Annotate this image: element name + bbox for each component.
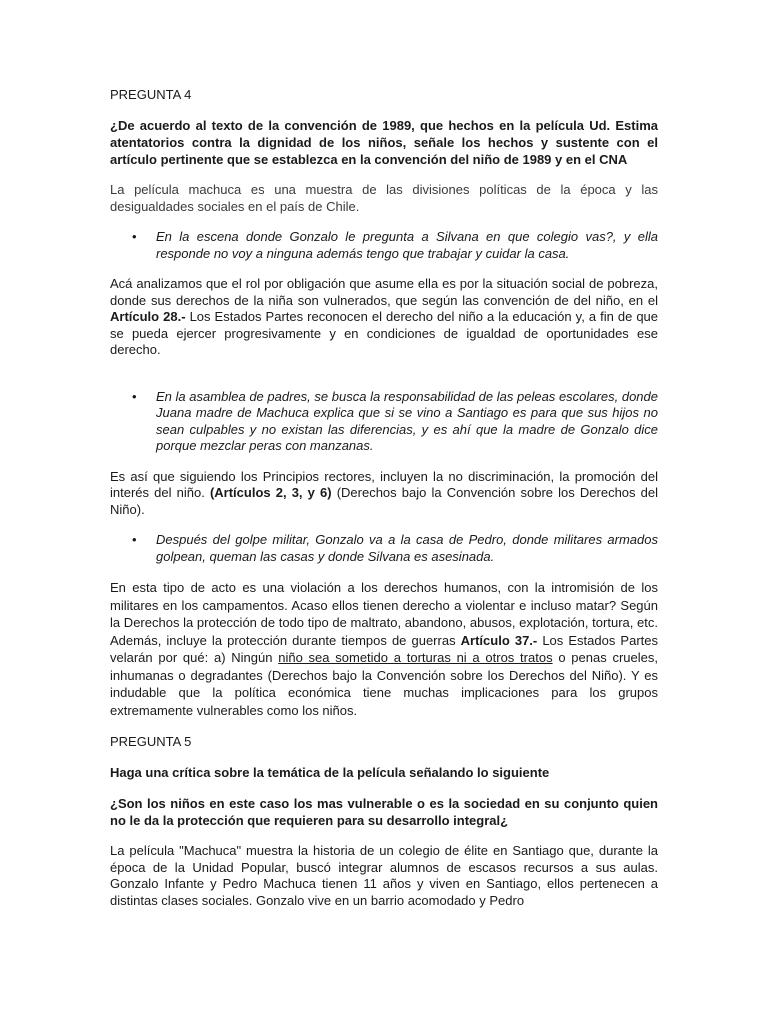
paragraph-text: En esta tipo de acto es una violación a los derechos humanos, con la intromisión de los militares en los campamentos. Acaso ellos tienen derecho a violentar e incluso matar? Según la Derechos la protección de todo tipo de maltrato, abandono, abusos, explotación, tortura, etc. Además, incluye la protección durante tiempos de guerras [110, 580, 658, 648]
bullet-list-2 [110, 389, 658, 455]
pregunta4-heading: PREGUNTA 4 [110, 87, 192, 102]
pregunta4-paragraph-2 [110, 469, 658, 519]
paragraph-text: Es así que siguiendo los Principios rectores, incluyen la no discriminación, la promoción del interés del niño. [110, 468, 658, 500]
list-item [110, 532, 658, 565]
pregunta4-paragraph-1 [110, 276, 658, 359]
bullet-list-1 [110, 229, 658, 262]
bullet-text: En la asamblea de padres, se busca la responsabilidad de las peleas escolares, donde Juana madre de Machuca explica que si se vino a Santiago es para que sus hijos no sean culpables y no existan las diferencias, y es ahí que la madre de Gonzalo dice porque mezclar peras con manzanas. [156, 388, 658, 453]
list-item [110, 389, 658, 455]
article-reference: Artículo 28.- [110, 309, 186, 324]
pregunta5-question-1: Haga una crítica sobre la temática de la película señalando lo siguiente [110, 765, 550, 780]
pregunta5-heading: PREGUNTA 5 [110, 734, 192, 749]
list-item [110, 229, 658, 262]
paragraph-text: Acá analizamos que el rol por obligación que asume ella es por la situación social de pobreza, donde sus derechos de la niña son vulnerados, que según las convención de del niño, en el [110, 276, 658, 308]
bullet-icon: • [132, 532, 137, 547]
paragraph-text: Los Estados Partes velarán por qué: a) Ningún [110, 632, 658, 665]
pregunta4-paragraph-3 [110, 579, 658, 719]
bullet-list-3 [110, 532, 658, 565]
bullet-text: En la escena donde Gonzalo le pregunta a Silvana en que colegio vas?, y ella responde no voy a ninguna además tengo que trabajar y cuidar la casa. [156, 229, 658, 261]
pregunta5-question-2: ¿Son los niños en este caso los mas vulnerable o es la sociedad en su conjunto quien no le da la protección que requieren para su desarrollo integral¿ [110, 796, 658, 828]
pregunta4-intro: La película machuca es una muestra de las divisiones políticas de la época y las desigualdades sociales en el país de Chile. [110, 182, 658, 214]
underlined-text: niño sea sometido a torturas ni a otros tratos [278, 650, 553, 665]
paragraph-text: Los Estados Partes reconocen el derecho del niño a la educación y, a fin de que se pueda ejercer progresivamente y en condiciones de igualdad de oportunidades ese derecho. [110, 309, 659, 357]
article-reference: (Artículos 2, 3, y 6) [209, 485, 332, 500]
bullet-icon: • [132, 388, 137, 404]
pregunta4-question: ¿De acuerdo al texto de la convención de 1989, que hechos en la película Ud. Estima atentatorios contra la dignidad de los niños, señale los hechos y sustente con el artículo pertinente que se establezca en la convención del niño de 1989 y en el CNA [110, 118, 658, 167]
article-reference: Artículo 37.- [460, 632, 538, 648]
bullet-text: Después del golpe militar, Gonzalo va a la casa de Pedro, donde militares armados golpean, queman las casas y donde Silvana es asesinada. [156, 532, 658, 564]
bullet-icon: • [132, 229, 137, 244]
paragraph-text: o penas crueles, inhumanas o degradantes (Derechos bajo la Convención sobre los Derechos del Niño). Y es indudable que la política económica tiene muchas implicaciones para los grupos extremamente vulnerables como los niños. [110, 650, 658, 718]
paragraph-text: (Derechos bajo la Convención sobre los Derechos del Niño). [110, 485, 658, 517]
pregunta5-paragraph: La película "Machuca" muestra la historia de un colegio de élite en Santiago que, durante la época de la Unidad Popular, buscó integrar alumnos de escasos recursos a sus aulas. Gonzalo Infante y Pedro Machuca tienen 11 años y viven en Santiago, ellos pertenecen a distintas clases sociales. Gonzalo vive en un barrio acomodado y Pedro [110, 843, 658, 908]
